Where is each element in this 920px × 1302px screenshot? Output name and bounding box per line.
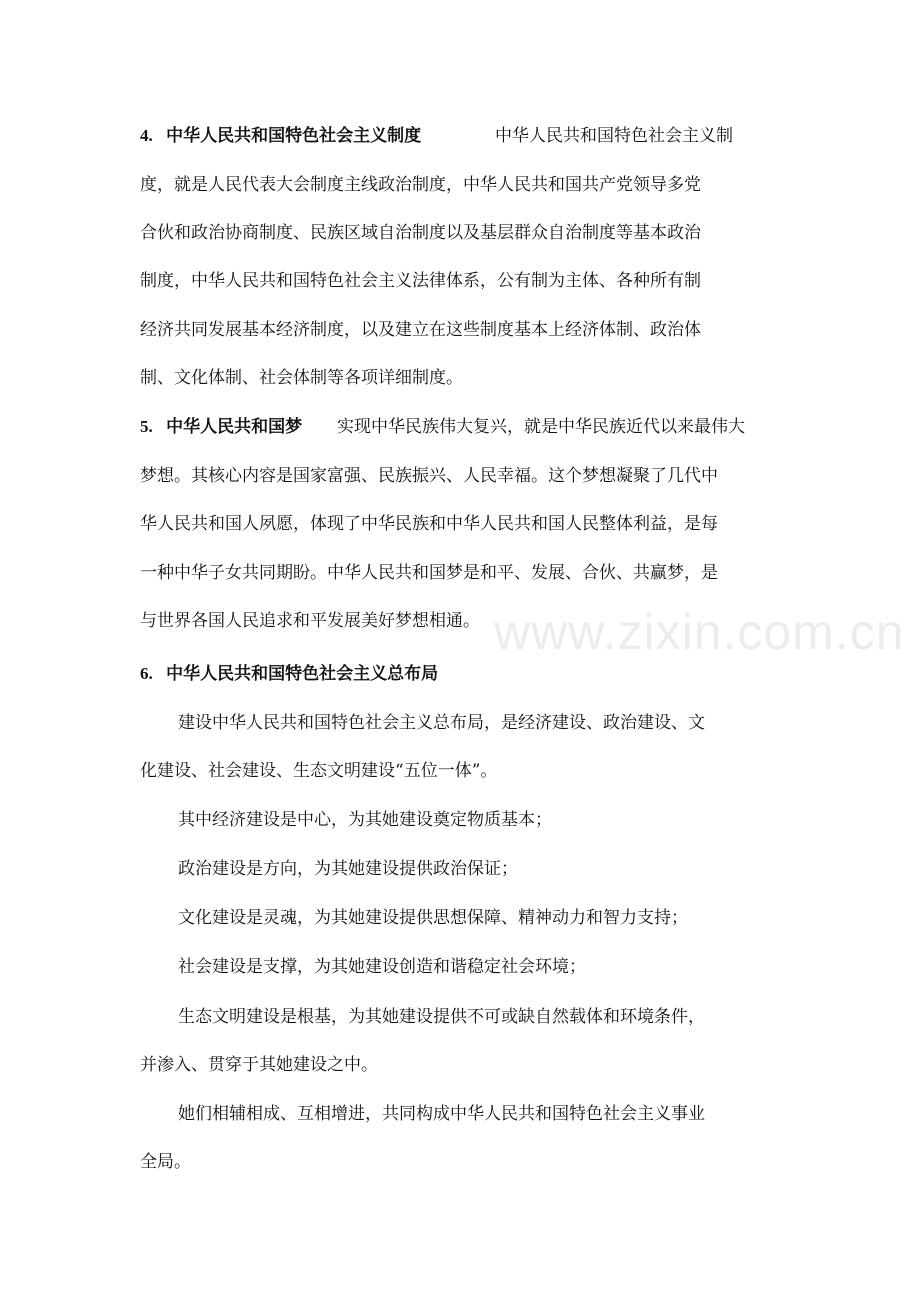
section-5-number: 5. bbox=[140, 417, 153, 436]
section-4-text-line: 中华人民共和国特色社会主义制 bbox=[495, 126, 733, 146]
section-4-title: 中华人民共和国特色社会主义制度 bbox=[166, 126, 422, 146]
section-4-text-line: 制、文化体制、社会体制等各项详细制度。 bbox=[140, 368, 463, 388]
section-6-number: 6. bbox=[140, 664, 153, 683]
section-6-title: 中华人民共和国特色社会主义总布局 bbox=[166, 664, 439, 684]
section-4-number: 4. bbox=[140, 126, 153, 145]
watermark: www.zixin.com.cn bbox=[494, 604, 905, 660]
section-6-text-line: 社会建设是支撑，为其她建设创造和谐稳定社会环境； bbox=[178, 957, 586, 977]
section-6-text-line: 其中经济建设是中心，为其她建设奠定物质基本； bbox=[178, 810, 552, 830]
section-5-text-line: 华人民共和国人夙愿，体现了中华民族和中华人民共和国人民整体利益，是每 bbox=[140, 514, 718, 534]
section-4-heading-line bbox=[140, 125, 733, 147]
section-5-text-line: 梦想。其核心内容是国家富强、民族振兴、人民幸福。这个梦想凝聚了几代中 bbox=[140, 466, 718, 486]
section-6-text-line: 化建设、社会建设、生态文明建设“五位一体”。 bbox=[140, 761, 498, 781]
section-6-text-line: 并渗入、贯穿于其她建设之中。 bbox=[140, 1055, 378, 1075]
section-6-text-line: 她们相辅相成、互相增进，共同构成中华人民共和国特色社会主义事业 bbox=[178, 1104, 705, 1124]
section-6-text-line: 全局。 bbox=[140, 1152, 191, 1172]
section-4-text-line: 制度，中华人民共和国特色社会主义法律体系，公有制为主体、各种所有制 bbox=[140, 271, 701, 291]
section-4-text-line: 度，就是人民代表大会制度主线政治制度，中华人民共和国共产党领导多党 bbox=[140, 175, 701, 195]
section-6-heading-line bbox=[140, 663, 438, 685]
section-5-text-line: 一种中华子女共同期盼。中华人民共和国梦是和平、发展、合伙、共赢梦，是 bbox=[140, 563, 718, 583]
section-6-text-line: 政治建设是方向，为其她建设提供政治保证； bbox=[178, 859, 518, 879]
section-6-text-line: 建设中华人民共和国特色社会主义总布局，是经济建设、政治建设、文 bbox=[178, 713, 705, 733]
section-4-text-line: 合伙和政治协商制度、民族区域自治制度以及基层群众自治制度等基本政治 bbox=[140, 223, 701, 243]
section-6-text-line: 文化建设是灵魂，为其她建设提供思想保障、精神动力和智力支持； bbox=[178, 908, 688, 928]
section-4-text-line: 经济共同发展基本经济制度，以及建立在这些制度基本上经济体制、政治体 bbox=[140, 320, 701, 340]
section-6-text-line: 生态文明建设是根基，为其她建设提供不可或缺自然载体和环境条件， bbox=[178, 1007, 705, 1027]
section-5-heading-line bbox=[140, 416, 745, 438]
section-5-text-line: 实现中华民族伟大复兴，就是中华民族近代以来最伟大 bbox=[337, 417, 745, 437]
section-5-text-line: 与世界各国人民追求和平发展美好梦想相通。 bbox=[140, 611, 480, 631]
section-5-title: 中华人民共和国梦 bbox=[166, 417, 303, 437]
